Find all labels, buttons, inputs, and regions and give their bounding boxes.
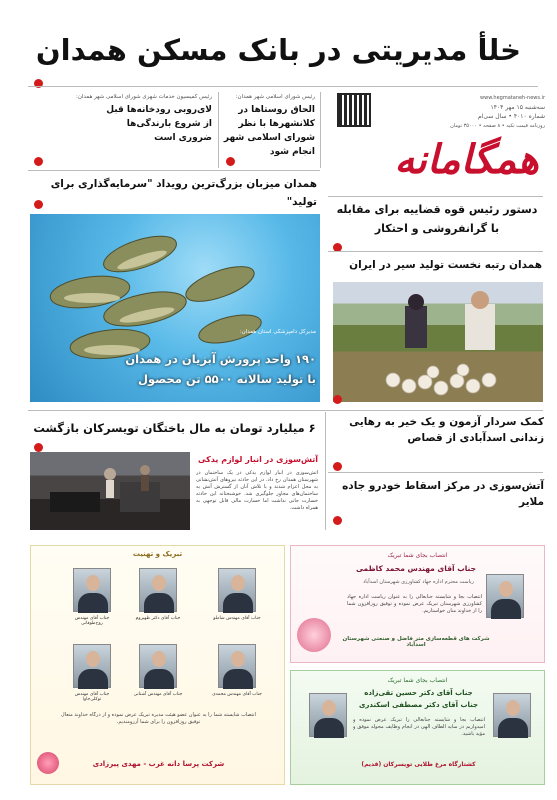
ad-rt-name: جناب آقای مهندس محمد کاظمی (355, 564, 477, 573)
ad-rt-body: انتصاب بجا و شایسته جنابعالی را به عنوان ریاست اداره جهاد کشاورزی شهرستان تبریک عرض نموده و توفیق روزافزون شما را از خداوند منان خواستاریم. (347, 594, 482, 614)
ad-rb-signature: کشتارگاه مرغ طلایی تویسرکان (قدیم) (361, 761, 476, 768)
masthead-website: www.hegmataneh-news.ir (480, 95, 545, 101)
portrait-caption: جناب آقای دکتر ظهیروم (135, 616, 181, 621)
divider (328, 196, 543, 197)
fish-headline-line2: با تولید سالانه ۵۵۰۰ تن محصول (137, 372, 316, 386)
headline-fire2[interactable]: آتش‌سوزی در مرکز اسقاط خودرو جاده ملایر (342, 480, 544, 508)
portrait-caption: جناب آقای مهندس توکلی‌جاوا (74, 692, 110, 702)
ad-congratulations-right-top[interactable] (290, 545, 545, 663)
fish-kicker: مدیرکل دامپزشکی استان همدان: (239, 329, 316, 335)
garlic-harvest-photo[interactable] (333, 282, 543, 402)
page-marker-dot (333, 395, 342, 404)
masthead-date: سه‌شنبه ۱۵ مهر ۱۴۰۴ (490, 104, 545, 111)
masthead-issue: شماره ۴۰۱۰ • سال سی‌ام (477, 113, 545, 120)
fire-debris-illustration (30, 452, 190, 530)
fire-photo[interactable] (30, 452, 190, 530)
page-marker-dot (34, 157, 43, 166)
headline-army[interactable]: کمک سردار آزمون و یک خیر به رهایی زندانی اسدآبادی از قصاص (349, 416, 544, 444)
page-marker-dot (34, 443, 43, 452)
portrait-2 (139, 568, 177, 612)
column-divider (218, 92, 219, 168)
page-marker-dot (34, 200, 43, 209)
page-marker-dot (333, 516, 342, 525)
ad-rb-portrait-left (309, 693, 347, 737)
column-divider (325, 412, 326, 530)
portrait-caption: جناب آقای مهندس روح‌طوفانی (74, 616, 110, 626)
ad-rt-signature: شرکت های قطعه‌سازی متر فاضل و صنعتی شهرستان اسدآباد (342, 636, 490, 648)
divider (328, 251, 543, 252)
harvest-illustration (333, 282, 543, 402)
divider (28, 410, 543, 411)
ad-rb-portrait-right (493, 693, 531, 737)
ad-congratulations-left[interactable] (30, 545, 285, 785)
fire-title[interactable]: آتش‌سوزی در انبار لوازم یدکی (198, 455, 318, 464)
ad-rb-name2: جناب آقای دکتر مصطفی اسکندری (358, 701, 479, 709)
headline-budget[interactable]: ۶ میلیارد تومان به مال باختگان تویسرکان بازگشت (33, 421, 316, 435)
portrait-1 (218, 568, 256, 612)
brief-2[interactable] (223, 93, 315, 159)
brief-kicker: رئیس کمیسیون خدمات شهری شورای اسلامی شهر همدان: (75, 94, 212, 100)
ad-congratulations-right-bottom[interactable] (290, 670, 545, 785)
headline-investment[interactable]: همدان میزبان بزرگ‌ترین رویداد "سرمایه‌گذاری برای تولید" (50, 178, 317, 208)
ad-rb-name1: جناب آقای دکتر حسین تقی‌زاده (364, 689, 473, 697)
headline-judiciary[interactable]: دستور رئیس قوه قضاییه برای مقابله با گرانفروشی و احتکار (336, 203, 538, 235)
page-marker-dot (226, 157, 235, 166)
ad-left-body: انتصاب شایسته شما را به عنوان عضو هیئت مدیره تبریک عرض نموده و از درگاه خداوند متعال توفیق روزافزون را برای شما آرزومندیم. (61, 712, 256, 725)
brief-text: لای‌روبی رودخانه‌ها قبل از شروع بارندگی‌ها ضروری است (106, 105, 212, 143)
ad-rt-role: ریاست محترم اداره جهاد کشاورزی شهرستان اسدآباد (363, 579, 474, 585)
masthead-logo: همگامانه (394, 136, 539, 183)
ad-left-title: تبریک و تهنیت (132, 550, 183, 558)
flower-ornament (297, 618, 331, 652)
portrait-3 (73, 568, 111, 612)
main-headline: خلأ مدیریتی در بانک مسکن همدان (35, 33, 522, 67)
ad-left-signature: شرکت پرسا دانه غرب - مهدی پیرزادی (92, 760, 225, 768)
ad-rb-kicker: انتصاب بجای شما تبریک (387, 677, 448, 684)
qr-code[interactable] (337, 93, 371, 127)
portrait-4 (218, 644, 256, 688)
column-divider (320, 92, 321, 168)
divider (328, 472, 543, 473)
portrait-6 (73, 644, 111, 688)
headline-onion[interactable]: همدان رتبه نخست تولید سیر در ایران (349, 259, 542, 271)
ad-rt-portrait (486, 574, 524, 618)
masthead (333, 88, 545, 196)
flower-ornament (37, 752, 59, 774)
masthead-price: روزنامه قیمت تکیه • ۸ صفحه • ۳۵۰۰۰ تومان (450, 123, 545, 129)
brief-text: الحاق روستاها در کلانشهرها با نظر شورای اسلامی شهر انجام شود (223, 105, 315, 157)
divider (28, 86, 538, 87)
fire-body: آتش‌سوزی در انبار لوازم یدکی در یک ساختمان در شهرستان همدان رخ داد. در این حادثه نیروهای آتش‌نشانی به محل اعزام شدند و با تلاش آنان از گسترش آتش به ساختمان‌های مجاور جلوگیری شد. خوشبختانه این حادثه خسارت جانی نداشت اما خسارت مالی قابل توجهی به همراه داشت. (196, 470, 318, 511)
ad-rb-body: انتصاب بجا و شایسته جنابعالی را تبریک عرض نموده و امیدواریم در سایه الطاف الهی در انجام وظایف محوله موفق و مؤید باشید. (353, 717, 485, 737)
brief-kicker: رئیس شورای اسلامی شهر همدان: (235, 94, 315, 100)
fish-headline-line1: ۱۹۰ واحد پرورش آبزیان در همدان (125, 352, 316, 366)
portrait-caption: جناب آقای مهندس محمدی (212, 692, 262, 697)
divider (28, 170, 320, 171)
ad-rt-kicker: انتصاب بجای شما تبریک (387, 552, 448, 559)
brief-1[interactable] (40, 93, 212, 145)
portrait-5 (139, 644, 177, 688)
page-marker-dot (333, 462, 342, 471)
portrait-caption: جناب آقای مهندس شاملو (213, 616, 261, 621)
portrait-caption: جناب آقای مهندس آشنانی (133, 692, 183, 697)
fish-photo[interactable] (30, 214, 320, 402)
